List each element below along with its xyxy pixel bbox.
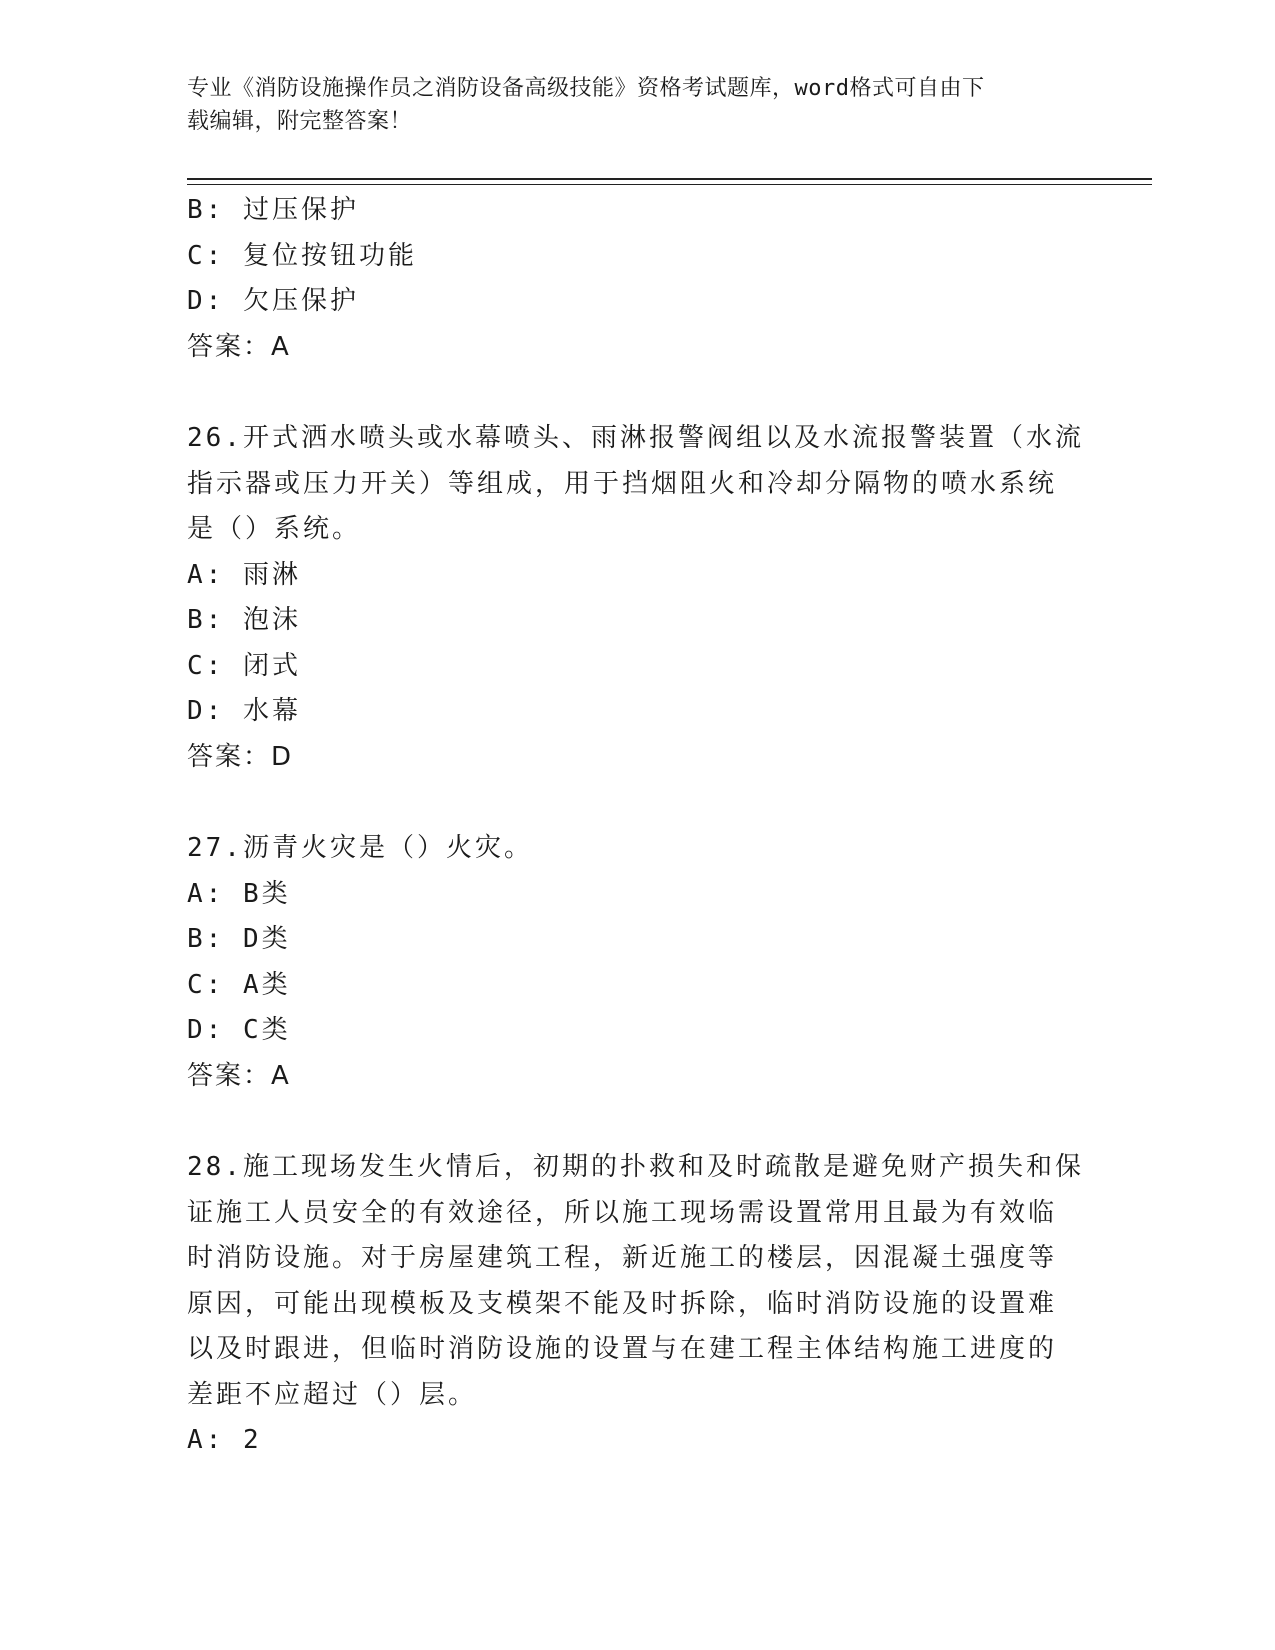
question-text-line: 差距不应超过（）层。 bbox=[187, 1379, 478, 1410]
question-text-line: 是（）系统。 bbox=[187, 514, 362, 544]
document-header bbox=[187, 72, 1087, 138]
question-27 bbox=[187, 826, 1092, 1099]
question-28 bbox=[187, 1145, 1092, 1464]
question-text-line: 时消防设施。对于房屋建筑工程，新近施工的楼层，因混凝土强度等 bbox=[187, 1243, 1058, 1273]
option-a: A: 雨淋 bbox=[187, 559, 301, 590]
answer-line: 答案：A bbox=[187, 1060, 291, 1091]
option-c: C: 闭式 bbox=[187, 650, 301, 681]
document-body bbox=[187, 188, 1092, 1464]
question-text-line: 证施工人员安全的有效途径，所以施工现场需设置常用且最为有效临 bbox=[187, 1197, 1058, 1228]
option-d: D: 水幕 bbox=[187, 696, 301, 726]
option-d: D: C类 bbox=[187, 1015, 291, 1045]
option-a: A: 2 bbox=[187, 1425, 262, 1455]
option-c: C: A类 bbox=[187, 969, 291, 1000]
question-text-line: 26.开式洒水喷头或水幕喷头、雨淋报警阀组以及水流报警装置（水流 bbox=[187, 423, 1084, 453]
option-b: B: 泡沫 bbox=[187, 605, 301, 635]
option-b: B: D类 bbox=[187, 924, 291, 954]
header-line-2: 载编辑，附完整答案！ bbox=[187, 109, 413, 134]
question-text-line: 28.施工现场发生火情后，初期的扑救和及时疏散是避免财产损失和保 bbox=[187, 1152, 1084, 1182]
option-c: C: 复位按钮功能 bbox=[187, 240, 417, 271]
question-text-line: 原因，可能出现模板及支模架不能及时拆除，临时消防设施的设置难 bbox=[187, 1288, 1058, 1319]
question-25-tail bbox=[187, 188, 1092, 370]
header-rule-thin bbox=[187, 184, 1152, 185]
answer-line: 答案：D bbox=[187, 741, 294, 772]
header-line-1: 专业《消防设施操作员之消防设备高级技能》资格考试题库，word格式可自由下 bbox=[187, 76, 985, 101]
answer-line: 答案：A bbox=[187, 331, 291, 362]
question-26 bbox=[187, 416, 1092, 780]
question-text-line: 以及时跟进，但临时消防设施的设置与在建工程主体结构施工进度的 bbox=[187, 1334, 1058, 1364]
question-text-line: 27.沥青火灾是（）火灾。 bbox=[187, 833, 533, 863]
option-d: D: 欠压保护 bbox=[187, 286, 359, 316]
header-rule-thick bbox=[187, 178, 1152, 180]
option-a: A: B类 bbox=[187, 878, 291, 909]
question-text-line: 指示器或压力开关）等组成，用于挡烟阻火和冷却分隔物的喷水系统 bbox=[187, 468, 1058, 499]
option-b: B: 过压保护 bbox=[187, 195, 359, 225]
